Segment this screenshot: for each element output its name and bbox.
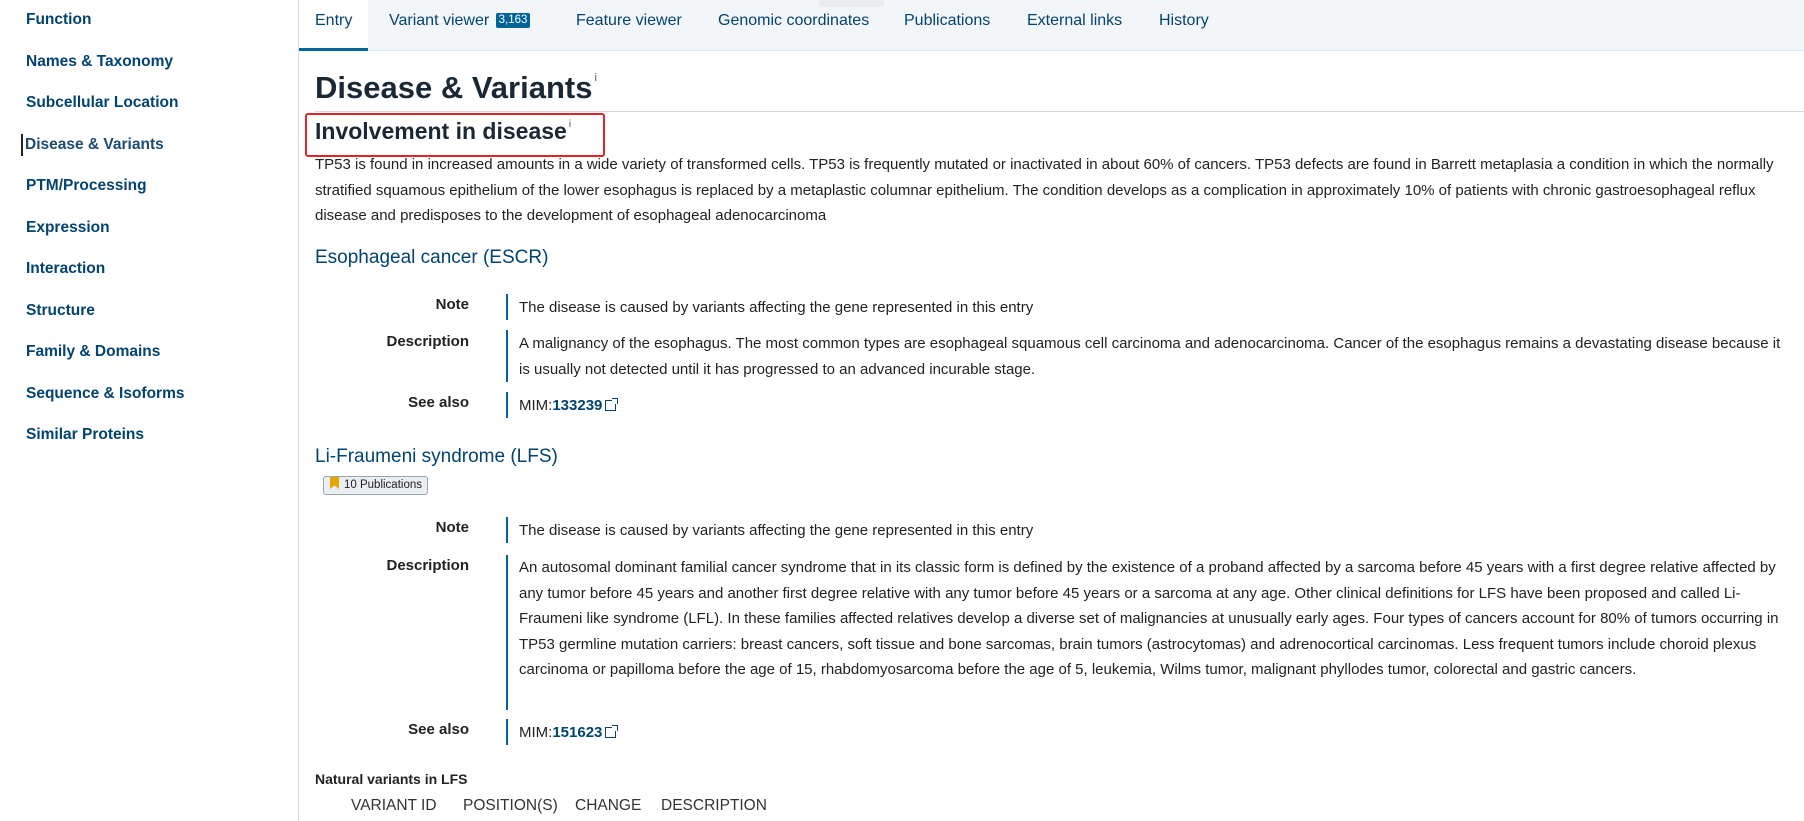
tab-variant-viewer-label: Variant viewer xyxy=(389,12,490,29)
sidebar-item-ptm-processing[interactable]: PTM/Processing xyxy=(26,177,147,194)
tab-genomic-coordinates-label: Genomic coordinates xyxy=(718,12,870,29)
see-also-value xyxy=(519,393,919,419)
description-value: An autosomal dominant familial cancer syndrome that in its classic form is defined by the existence of a proband affected by a sarcoma before 45 years with a first degree relative affected by any tumor before 45 years and another first degree relative with any tumor before 45 years or a sarcoma at any age. Other clinical definitions for LFS have been proposed and called Li-Fraumeni like syndrome (LFL). In these families affected relatives develop a diverse set of malignancies at unusually early ages. Four types of cancers account for 80% of tumors occurring in TP53 germline mutation carriers: breast cancers, soft tissue and bone sarcomas, brain tumors (astrocytomas) and adrenocortical carcinomas. Less frequent tumors include choroid plexus carcinoma or papilloma before the age of 15, rhabdomyosarcoma before the age of 5, leukemia, Wilms tumor, malignant phyllodes tumor, colorectal and gastric cancers. xyxy=(519,559,1779,678)
note-bar xyxy=(506,294,508,320)
subsection-info-icon[interactable]: i xyxy=(568,119,572,130)
see-also-bar xyxy=(506,719,508,745)
mim-prefix: MIM: xyxy=(519,397,553,414)
info-icon[interactable]: i xyxy=(594,72,597,84)
mim-link-133239[interactable]: 133239 xyxy=(552,397,603,414)
column-header-positions[interactable]: POSITION(S) xyxy=(463,797,558,814)
sidebar-item-expression[interactable]: Expression xyxy=(26,219,110,236)
mim-link-151623[interactable]: 151623 xyxy=(552,724,603,741)
publications-badge[interactable] xyxy=(323,476,428,495)
natural-variants-title: Natural variants in LFS xyxy=(315,771,468,787)
tab-entry-label: Entry xyxy=(315,12,353,29)
tab-external-links-label: External links xyxy=(1027,12,1123,29)
note-value: The disease is caused by variants affecting the gene represented in this entry xyxy=(519,522,1034,539)
description-label: Description xyxy=(386,333,469,350)
description-bar xyxy=(506,555,508,710)
sidebar-item-names-taxonomy[interactable]: Names & Taxonomy xyxy=(26,53,174,70)
sidebar-item-function[interactable]: Function xyxy=(26,11,92,28)
sidebar-active-indicator xyxy=(21,134,23,156)
column-header-description[interactable]: DESCRIPTION xyxy=(661,797,767,814)
see-also-label: See also xyxy=(408,394,469,411)
sidebar-item-disease-variants[interactable]: Disease & Variants xyxy=(25,136,164,153)
sidebar-item-subcellular-location[interactable]: Subcellular Location xyxy=(26,94,179,111)
tab-feature-viewer[interactable] xyxy=(576,0,682,51)
tab-bar xyxy=(299,0,1804,51)
sidebar-item-sequence-isoforms[interactable]: Sequence & Isoforms xyxy=(26,385,185,402)
note-value: The disease is caused by variants affecting the gene represented in this entry xyxy=(519,299,1034,316)
sidebar-item-family-domains[interactable]: Family & Domains xyxy=(26,343,161,360)
disease-title-escr: Esophageal cancer (ESCR) xyxy=(315,247,549,268)
description-value: A malignancy of the esophagus. The most common types are esophageal squamous cell carcinoma and adenocarcinoma. Cancer of the esophagus remains a devastating disease because it is usually not detected until it has progressed to an advanced incurable stage. xyxy=(519,335,1781,378)
disease-title-lfs: Li-Fraumeni syndrome (LFS) xyxy=(315,446,558,467)
sidebar-item-interaction[interactable]: Interaction xyxy=(26,260,106,277)
publications-badge-label: 10 Publications xyxy=(344,479,422,491)
tab-publications-label: Publications xyxy=(904,12,991,29)
note-label: Note xyxy=(435,296,469,313)
column-header-change[interactable]: CHANGE xyxy=(575,797,642,814)
see-also-label: See also xyxy=(408,721,469,738)
tab-history-label: History xyxy=(1159,12,1209,29)
mim-prefix: MIM: xyxy=(519,724,553,741)
tab-variant-viewer[interactable] xyxy=(389,0,530,51)
tab-external-links[interactable] xyxy=(1027,0,1122,51)
external-link-icon[interactable] xyxy=(605,400,616,411)
tab-feature-viewer-label: Feature viewer xyxy=(576,12,682,29)
note-bar xyxy=(506,517,508,543)
see-also-bar xyxy=(506,392,508,418)
tab-history[interactable] xyxy=(1159,0,1209,51)
involvement-intro-text: TP53 is found in increased amounts in a wide variety of transformed cells. TP53 is frequently mutated or inactivated in about 60% of cancers. TP53 defects are found in Barrett metaplasia a condition in which the normally stratified squamous epithelium of the lower esophagus is replaced by a metaplastic columnar epithelium. The condition develops as a complication in approximately 10% of patients with chronic gastroesophageal reflux disease and predisposes to the development of esophageal adenocarcinoma xyxy=(315,156,1774,224)
see-also-value xyxy=(519,720,919,746)
subsection-title-text: Involvement in disease xyxy=(315,118,567,144)
bookmark-icon xyxy=(330,477,339,489)
variant-count-badge: 3,163 xyxy=(496,13,531,28)
highlight-annotation-box xyxy=(305,113,605,157)
column-header-variant-id[interactable]: VARIANT ID xyxy=(351,797,437,814)
tab-entry[interactable] xyxy=(299,0,368,51)
note-label: Note xyxy=(435,519,469,536)
main-content xyxy=(299,52,1804,821)
description-label: Description xyxy=(386,557,469,574)
description-bar xyxy=(506,330,508,382)
section-divider xyxy=(315,111,1804,112)
sidebar-nav xyxy=(0,0,298,821)
section-title xyxy=(315,70,597,106)
tab-genomic-coordinates[interactable] xyxy=(718,0,869,51)
sidebar-item-structure[interactable]: Structure xyxy=(26,302,95,319)
tab-publications[interactable] xyxy=(904,0,990,51)
section-title-text: Disease & Variants xyxy=(315,70,593,105)
sidebar-item-similar-proteins[interactable]: Similar Proteins xyxy=(26,426,145,443)
external-link-icon[interactable] xyxy=(605,727,616,738)
